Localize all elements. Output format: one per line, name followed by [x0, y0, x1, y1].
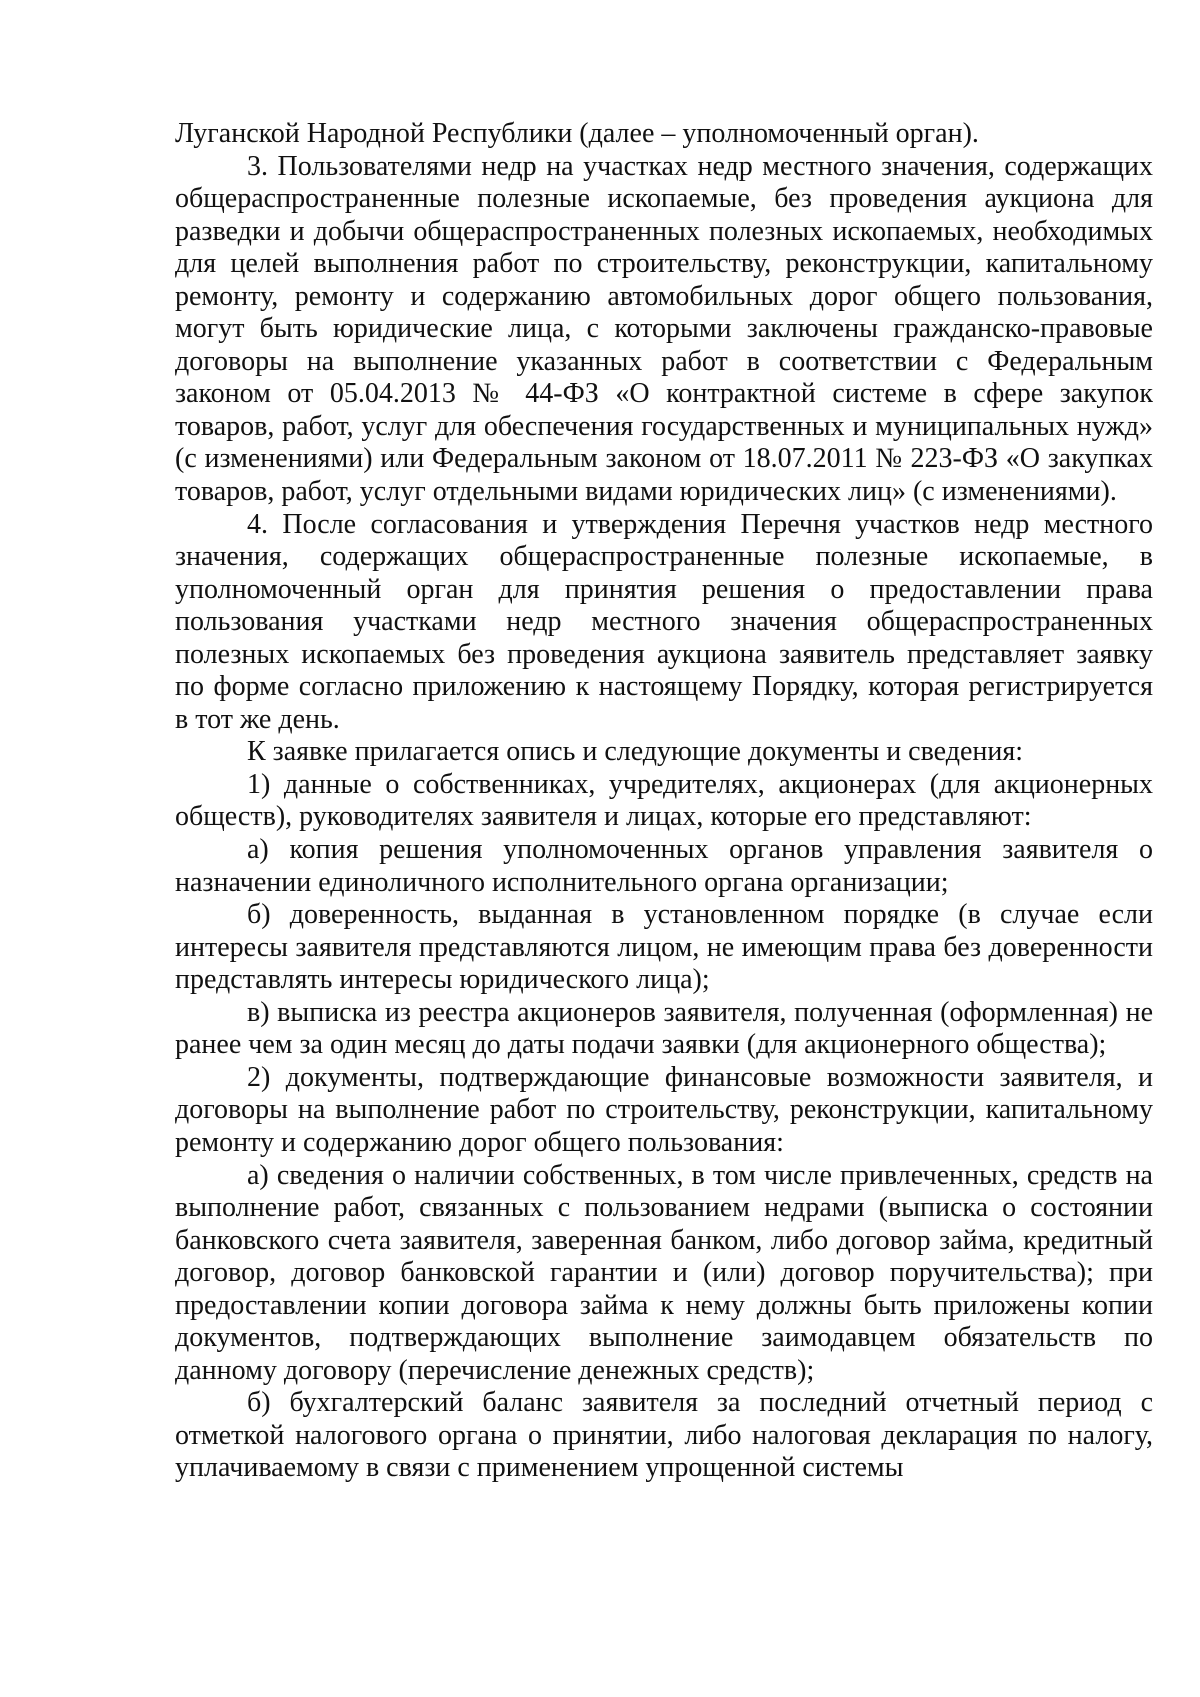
paragraph-subitem-1: 1) данные о собственниках, учредителях, акционерах (для акционерных обществ), руководителях заявителя и лицах, которые его представляют:	[175, 768, 1153, 833]
paragraph-subitem-2a: а) сведения о наличии собственных, в том числе привлеченных, средств на выполнение работ, связанных с пользованием недрами (выписка о состоянии банковского счета заявителя, заверенная банком, либо договор займа, кредитный договор, договор банковской гарантии и (или) договор поручительства); при предоставлении копии договора займа к нему должны быть приложены копии документов, подтверждающих выполнение заимодавцем обязательств по данному договору (перечисление денежных средств);	[175, 1159, 1153, 1386]
paragraph-item-3: 3. Пользователями недр на участках недр местного значения, содержащих общераспространенные полезные ископаемые, без проведения аукциона для разведки и добычи общераспространенных полезных ископаемых, необходимых для целей выполнения работ по строительству, реконструкции, капитальному ремонту, ремонту и содержанию автомобильных дорог общего пользования, могут быть юридические лица, с которыми заключены гражданско-правовые договоры на выполнение указанных работ в соответствии с Федеральным законом от 05.04.2013 № 44-ФЗ «О контрактной системе в сфере закупок товаров, работ, услуг для обеспечения государственных и муниципальных нужд» (с изменениями) или Федеральным законом от 18.07.2011 № 223-ФЗ «О закупках товаров, работ, услуг отдельными видами юридических лиц» (с изменениями).	[175, 150, 1153, 508]
paragraph-subitem-1b: б) доверенность, выданная в установленном порядке (в случае если интересы заявителя представляются лицом, не имеющим права без доверенности представлять интересы юридического лица);	[175, 899, 1153, 996]
paragraph-item-4: 4. После согласования и утверждения Перечня участков недр местного значения, содержащих общераспространенные полезные ископаемые, в уполномоченный орган для принятия решения о предоставлении права пользования участками недр местного значения общераспространенных полезных ископаемых без проведения аукциона заявитель представляет заявку по форме согласно приложению к настоящему Порядку, которая регистрируется в тот же день.	[175, 508, 1153, 735]
document-page	[175, 118, 1153, 1485]
paragraph-subitem-2b: б) бухгалтерский баланс заявителя за последний отчетный период с отметкой налогового органа о принятии, либо налоговая декларация по налогу, уплачиваемому в связи с применением упрощенной системы	[175, 1387, 1153, 1484]
paragraph-subitem-1a: а) копия решения уполномоченных органов управления заявителя о назначении единоличного исполнительного органа организации;	[175, 834, 1153, 898]
paragraph-1: Луганской Народной Республики (далее – уполномоченный орган).	[175, 118, 979, 149]
paragraph-subitem-2: 2) документы, подтверждающие финансовые возможности заявителя, и договоры на выполнение работ по строительству, реконструкции, капитальному ремонту и содержанию дорог общего пользования:	[175, 1061, 1153, 1158]
paragraph-attachments-intro: К заявке прилагается опись и следующие документы и сведения:	[247, 736, 1024, 768]
paragraph-subitem-1c: в) выписка из реестра акционеров заявителя, полученная (оформленная) не ранее чем за один месяц до даты подачи заявки (для акционерного общества);	[175, 996, 1153, 1061]
